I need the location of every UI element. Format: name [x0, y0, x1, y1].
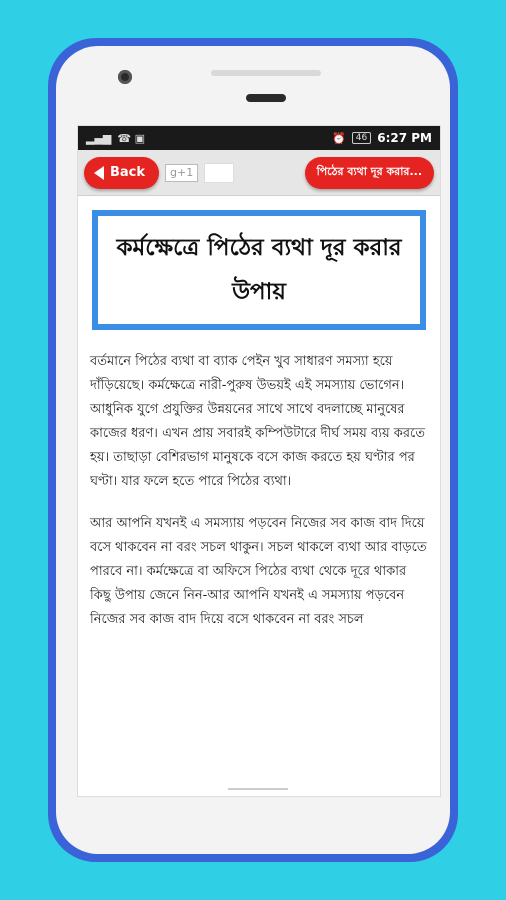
- scroll-indicator: [228, 788, 288, 790]
- back-arrow-icon: [94, 166, 104, 180]
- proximity-sensor: [246, 94, 286, 102]
- article-paragraph: আর আপনি যখনই এ সমস্যায় পড়বেন নিজের সব কাজ বাদ দিয়ে বসে থাকবেন না বরং সচল থাকুন। সচল থাকলে ব্যথা আর বাড়তে পারবে না। কর্মক্ষেত্রে বা অফিসে পিঠের ব্যথা থেকে দূরে থাকার কিছু উপায় জেনে নিন-আর আপনি যখনই এ সমস্যায় পড়বেন নিজের সব কাজ বাদ দিয়ে বসে থাকবেন না বরং সচল: [90, 516, 427, 627]
- back-button[interactable]: [84, 157, 159, 189]
- article-paragraph: বর্তমানে পিঠের ব্যথা বা ব্যাক পেইন খুব সাধারণ সমস্যা হয়ে দাঁড়িয়েছে। কর্মক্ষেত্রে নারী-পুরুষ উভয়ই এই সমস্যায় ভোগেন। আধুনিক যুগে প্রযুক্তির উন্নয়নের সাথে সাথে বদলাচ্ছে মানুষের কাজের ধরণ। এখন প্রায় সবারই কম্পিউটারে দীর্ঘ সময় ব্যয় করতে হয়। তাছাড়া বেশিরভাগ মানুষকে বসে কাজ করতে হয় ঘণ্টার পর ঘণ্টা। যার ফলে হতে পারে পিঠের ব্যথা।: [90, 354, 425, 489]
- phone-frame: [48, 38, 458, 862]
- earpiece-speaker: [211, 70, 321, 76]
- phone-body: [56, 46, 450, 854]
- article-headline: কর্মক্ষেত্রে পিঠের ব্যথা দূর করার উপায়: [92, 210, 426, 330]
- google-plus-one-button[interactable]: g+1: [165, 164, 198, 182]
- plus-one-counter: [204, 163, 234, 183]
- app-screen: [78, 126, 440, 796]
- alarm-icon: ⏰: [332, 131, 346, 145]
- back-button-label: Back: [110, 165, 146, 180]
- front-camera: [118, 70, 132, 84]
- status-bar: [78, 126, 440, 150]
- app-toolbar: [78, 150, 440, 196]
- clock: 6:27 PM: [377, 131, 432, 145]
- battery-icon: 46: [352, 132, 371, 144]
- signal-icon: ▂▄▆: [86, 131, 112, 145]
- article-title-button[interactable]: পিঠের ব্যথা দূর করার...: [305, 157, 434, 189]
- article-content: [78, 196, 440, 632]
- notification-icons: ☎ ▣: [117, 131, 145, 145]
